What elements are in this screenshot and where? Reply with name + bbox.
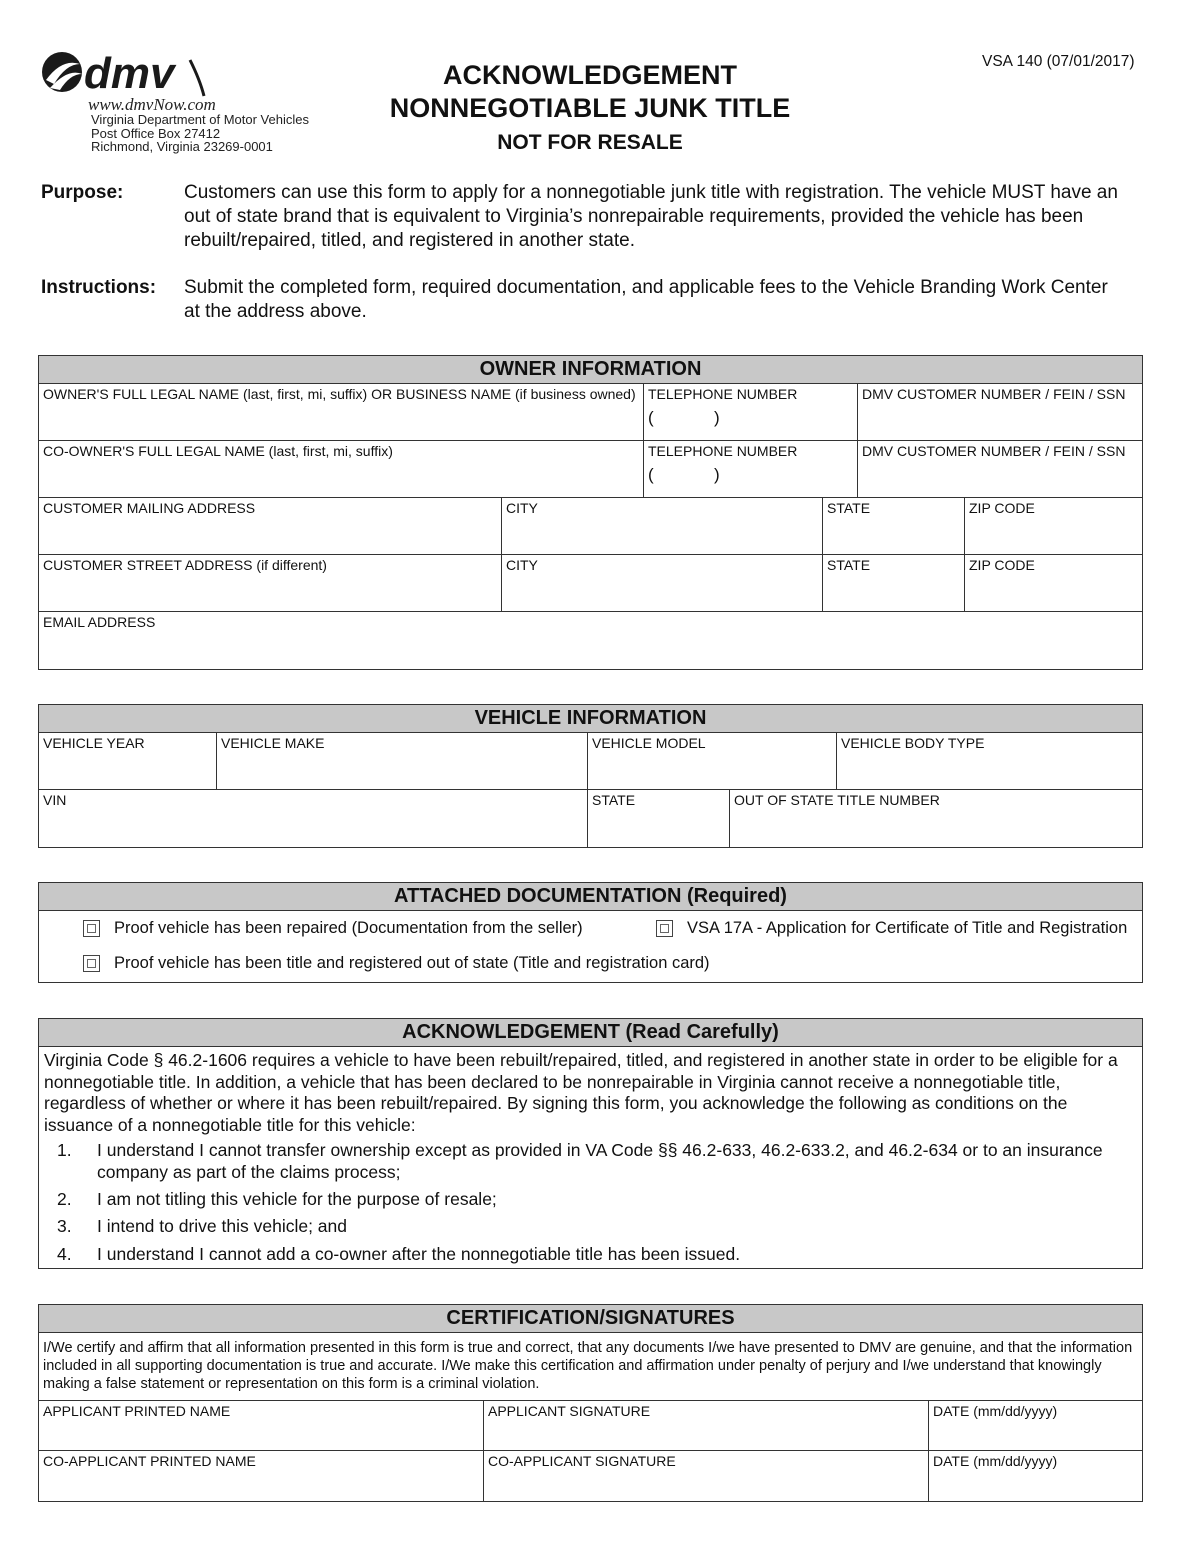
purpose-text: Customers can use this form to apply for a nonnegotiable junk title with registration. The vehicle MUST have an out of state brand that is equivalent to Virginia’s nonrepairable requirements, provided the vehicle has been rebuilt/repaired, titled, and registered in another state. bbox=[184, 182, 1118, 251]
purpose-label: Purpose: bbox=[41, 182, 124, 203]
owner-information-header: OWNER INFORMATION bbox=[39, 356, 1142, 384]
coowner-row bbox=[39, 441, 1142, 498]
mailing-state-field[interactable] bbox=[823, 498, 965, 554]
vehicle-body-type-field[interactable] bbox=[837, 733, 1142, 789]
coapplicant-signature-field[interactable] bbox=[484, 1451, 929, 1501]
street-address-row bbox=[39, 555, 1142, 612]
owner-customer-number-field[interactable] bbox=[858, 384, 1142, 440]
vehicle-year-label: VEHICLE YEAR bbox=[43, 735, 145, 751]
form-subtitle: NOT FOR RESALE bbox=[497, 131, 683, 154]
vehicle-information-section bbox=[38, 704, 1143, 848]
coowner-name-field[interactable] bbox=[39, 441, 644, 497]
mailing-address-label: CUSTOMER MAILING ADDRESS bbox=[43, 500, 256, 516]
vin-label: VIN bbox=[43, 792, 67, 808]
vehicle-year-field[interactable] bbox=[39, 733, 217, 789]
out-of-state-checkbox[interactable] bbox=[83, 955, 100, 972]
attached-documentation-header: ATTACHED DOCUMENTATION (Required) bbox=[39, 883, 1142, 911]
owner-customer-number-label: DMV CUSTOMER NUMBER / FEIN / SSN bbox=[862, 386, 1126, 402]
logo-url: www.dmvNow.com bbox=[88, 95, 216, 112]
coapplicant-name-field[interactable] bbox=[39, 1451, 484, 1501]
doc-item-out-of-state-label: Proof vehicle has been title and registered out of state (Title and registration card) bbox=[114, 954, 710, 972]
vehicle-make-field[interactable] bbox=[217, 733, 588, 789]
street-city-label: CITY bbox=[506, 557, 538, 573]
out-of-state-title-number-label: OUT OF STATE TITLE NUMBER bbox=[734, 792, 940, 808]
vehicle-state-label: STATE bbox=[592, 792, 636, 808]
vehicle-state-field[interactable] bbox=[588, 790, 730, 847]
vehicle-information-header: VEHICLE INFORMATION bbox=[39, 705, 1142, 733]
logo-text: dmv bbox=[84, 50, 175, 98]
email-field[interactable] bbox=[39, 612, 1142, 669]
vsa17a-checkbox[interactable] bbox=[656, 920, 673, 937]
item-number: 4. bbox=[57, 1244, 72, 1264]
owner-name-field[interactable] bbox=[39, 384, 644, 440]
item-text: I understand I cannot add a co-owner after the nonnegotiable title has been issued. bbox=[97, 1244, 741, 1264]
owner-row bbox=[39, 384, 1142, 441]
vehicle-body-type-label: VEHICLE BODY TYPE bbox=[841, 735, 985, 751]
item-text: I intend to drive this vehicle; and bbox=[97, 1216, 348, 1236]
mailing-address-field[interactable] bbox=[39, 498, 502, 554]
certification-section bbox=[38, 1304, 1143, 1502]
item-number: 3. bbox=[57, 1216, 72, 1236]
applicant-name-field[interactable] bbox=[39, 1401, 484, 1450]
doc-item-vsa17a-label: VSA 17A - Application for Certificate of Title and Registration bbox=[687, 919, 1128, 937]
applicant-signature-field[interactable] bbox=[484, 1401, 929, 1450]
coowner-telephone-label: TELEPHONE NUMBER bbox=[648, 443, 798, 459]
street-state-field[interactable] bbox=[823, 555, 965, 611]
street-city-field[interactable] bbox=[502, 555, 823, 611]
coapplicant-name-label: CO-APPLICANT PRINTED NAME bbox=[43, 1453, 256, 1469]
owner-name-label: OWNER'S FULL LEGAL NAME (last, first, mi, suffix) OR BUSINESS NAME (if business owned) bbox=[43, 386, 636, 402]
doc-item-repaired bbox=[83, 919, 583, 938]
certification-text: I/We certify and affirm that all information presented in this form is true and correct, that any documents I/we have presented to DMV are genuine, and that the information included in all supporting documentation is true and accurate. I/We make this certification and affirmation under penalty of perjury and I/we understand that knowingly making a false statement or representation on this form is a criminal violation. bbox=[39, 1333, 1142, 1401]
owner-information-section bbox=[38, 355, 1143, 670]
coapplicant-date-field[interactable] bbox=[929, 1451, 1142, 1501]
coowner-telephone-field[interactable] bbox=[644, 441, 858, 497]
item-number: 2. bbox=[57, 1189, 72, 1209]
vehicle-row-2 bbox=[39, 790, 1142, 847]
form-title-line1: ACKNOWLEDGEMENT bbox=[443, 60, 737, 90]
vehicle-row-1 bbox=[39, 733, 1142, 790]
street-address-label: CUSTOMER STREET ADDRESS (if different) bbox=[43, 557, 327, 573]
coowner-customer-number-field[interactable] bbox=[858, 441, 1142, 497]
mailing-address-row bbox=[39, 498, 1142, 555]
acknowledgement-section bbox=[38, 1018, 1143, 1269]
vehicle-model-field[interactable] bbox=[588, 733, 837, 789]
coapplicant-signature-label: CO-APPLICANT SIGNATURE bbox=[488, 1453, 676, 1469]
vin-field[interactable] bbox=[39, 790, 588, 847]
doc-item-vsa17a bbox=[656, 919, 1127, 938]
dmv-logo-mark bbox=[40, 50, 340, 112]
mailing-city-label: CITY bbox=[506, 500, 538, 516]
doc-item-repaired-label: Proof vehicle has been repaired (Documentation from the seller) bbox=[114, 919, 583, 937]
owner-telephone-field[interactable] bbox=[644, 384, 858, 440]
street-zip-label: ZIP CODE bbox=[969, 557, 1035, 573]
item-text: I am not titling this vehicle for the purpose of resale; bbox=[97, 1189, 497, 1209]
item-text: I understand I cannot transfer ownership except as provided in VA Code §§ 46.2-633, 46.2-633.2, and 46.2-634 or to an insurance company as part of the claims process; bbox=[97, 1140, 1103, 1182]
acknowledgement-header: ACKNOWLEDGEMENT (Read Carefully) bbox=[39, 1019, 1142, 1047]
coapplicant-row bbox=[39, 1451, 1142, 1501]
mailing-state-label: STATE bbox=[827, 500, 871, 516]
street-state-label: STATE bbox=[827, 557, 871, 573]
mailing-zip-field[interactable] bbox=[965, 498, 1142, 554]
address-line: Virginia Department of Motor Vehicles bbox=[91, 112, 309, 127]
coapplicant-date-label: DATE (mm/dd/yyyy) bbox=[933, 1453, 1058, 1469]
acknowledgement-paragraph: Virginia Code § 46.2-1606 requires a vehicle to have been rebuilt/repaired, titled, and registered in another state in order to be eligible for a nonnegotiable title. In addition, a vehicle that has been declared to be nonrepairable in Virginia cannot receive a nonnegotiable title, regardless of whether or where it has been rebuilt/repaired. By signing this form, you acknowledge the following as conditions on the issuance of a nonnegotiable title for this vehicle: bbox=[44, 1050, 1118, 1135]
coowner-name-label: CO-OWNER'S FULL LEGAL NAME (last, first, mi, suffix) bbox=[43, 443, 393, 459]
item-number: 1. bbox=[57, 1140, 72, 1160]
attached-documentation-section bbox=[38, 882, 1143, 983]
area-code-close: ) bbox=[714, 465, 720, 484]
repaired-checkbox[interactable] bbox=[83, 920, 100, 937]
address-line: Richmond, Virginia 23269-0001 bbox=[91, 139, 273, 154]
instructions-text: Submit the completed form, required documentation, and applicable fees to the Vehicle Branding Work Center at the address above. bbox=[184, 277, 1108, 322]
vehicle-model-label: VEHICLE MODEL bbox=[592, 735, 706, 751]
form-number: VSA 140 (07/01/2017) bbox=[982, 53, 1135, 70]
out-of-state-title-number-field[interactable] bbox=[730, 790, 1142, 847]
vehicle-make-label: VEHICLE MAKE bbox=[221, 735, 325, 751]
doc-item-out-of-state bbox=[83, 954, 710, 973]
applicant-name-label: APPLICANT PRINTED NAME bbox=[43, 1403, 231, 1419]
address-line: Post Office Box 27412 bbox=[91, 125, 221, 141]
coowner-customer-number-label: DMV CUSTOMER NUMBER / FEIN / SSN bbox=[862, 443, 1126, 459]
area-code-open: ( bbox=[648, 408, 654, 427]
area-code-open: ( bbox=[648, 465, 654, 484]
owner-telephone-label: TELEPHONE NUMBER bbox=[648, 386, 798, 402]
certification-header: CERTIFICATION/SIGNATURES bbox=[39, 1305, 1142, 1333]
street-zip-field[interactable] bbox=[965, 555, 1142, 611]
applicant-date-label: DATE (mm/dd/yyyy) bbox=[933, 1403, 1058, 1419]
street-address-field[interactable] bbox=[39, 555, 502, 611]
email-row bbox=[39, 612, 1142, 669]
instructions-label: Instructions: bbox=[41, 277, 157, 298]
dmv-address bbox=[91, 113, 309, 154]
applicant-signature-label: APPLICANT SIGNATURE bbox=[488, 1403, 651, 1419]
email-label: EMAIL ADDRESS bbox=[43, 614, 156, 630]
applicant-date-field[interactable] bbox=[929, 1401, 1142, 1450]
form-title-line2: NONNEGOTIABLE JUNK TITLE bbox=[389, 93, 791, 123]
area-code-close: ) bbox=[714, 408, 720, 427]
mailing-zip-label: ZIP CODE bbox=[969, 500, 1035, 516]
applicant-row bbox=[39, 1401, 1142, 1451]
mailing-city-field[interactable] bbox=[502, 498, 823, 554]
